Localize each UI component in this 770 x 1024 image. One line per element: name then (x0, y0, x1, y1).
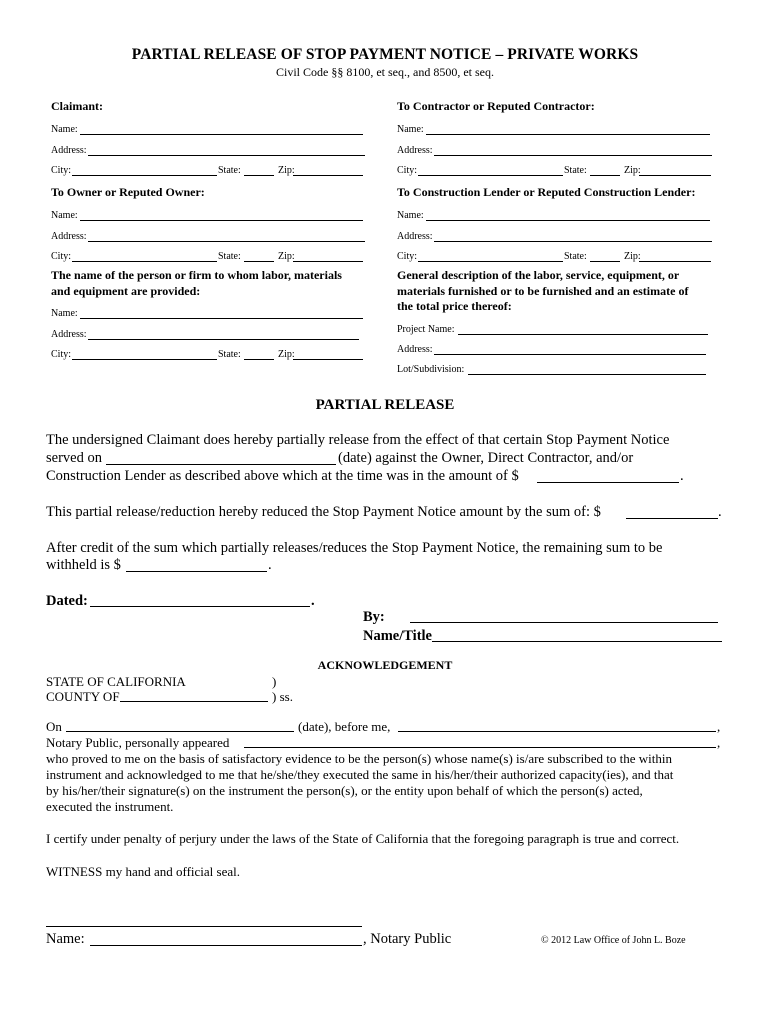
county-field[interactable] (120, 688, 268, 702)
contractor-city-label: City: (397, 165, 418, 176)
owner-state-field[interactable] (244, 247, 274, 262)
contractor-zip-field[interactable] (639, 161, 711, 176)
release-para1-period: . (680, 468, 684, 484)
release-para2-period: . (718, 504, 722, 520)
contractor-address-label: Address: (397, 145, 433, 156)
project-name-label: Project Name: (397, 324, 455, 335)
claimant-city-label: City: (51, 165, 72, 176)
lender-name-field[interactable] (426, 206, 710, 221)
claimant-zip-label: Zip: (278, 165, 295, 176)
copyright-notice: © 2012 Law Office of John L. Boze (541, 935, 686, 946)
owner-zip-field[interactable] (293, 247, 363, 262)
owner-state-label: State: (218, 251, 241, 262)
owner-address-field[interactable] (88, 227, 365, 242)
ack-text-line4: executed the instrument. (46, 799, 174, 814)
release-para1-served-on: served on (46, 450, 102, 466)
contractor-state-label: State: (564, 165, 587, 176)
lender-state-field[interactable] (590, 247, 620, 262)
by-label: By: (363, 609, 385, 625)
lender-city-field[interactable] (418, 247, 563, 262)
claimant-city-field[interactable] (72, 161, 217, 176)
owner-city-field[interactable] (72, 247, 217, 262)
lender-address-field[interactable] (434, 227, 712, 242)
person-name-label: Name: (51, 308, 78, 319)
person-zip-label: Zip: (278, 349, 295, 360)
claimant-address-label: Address: (51, 145, 87, 156)
notary-name-label: Name: (46, 931, 85, 947)
release-para1-against: (date) against the Owner, Direct Contractor, and/or (338, 450, 634, 466)
description-heading-line3: the total price thereof: (397, 299, 512, 313)
state-paren: ) (272, 674, 277, 689)
partial-release-heading: PARTIAL RELEASE (315, 397, 455, 413)
person-state-field[interactable] (244, 345, 274, 360)
dated-field[interactable] (90, 591, 310, 607)
certify-text: I certify under penalty of perjury under the laws of the State of California that the foregoing paragraph is true and correct. (46, 831, 680, 846)
owner-city-label: City: (51, 251, 72, 262)
ack-text-line2: instrument and acknowledged to me that he/she/they executed the same in his/her/their authorized capacity(ies), and that (46, 767, 674, 782)
owner-address-label: Address: (51, 231, 87, 242)
served-on-date-field[interactable] (106, 449, 336, 465)
project-name-field[interactable] (458, 320, 708, 335)
release-para1-line3: Construction Lender as described above which at the time was in the amount of $ (46, 468, 519, 484)
lot-field[interactable] (468, 360, 706, 375)
contractor-city-field[interactable] (418, 161, 563, 176)
release-para3-withheld: withheld is $ (46, 557, 121, 573)
contractor-name-label: Name: (397, 124, 424, 135)
notary-name-field[interactable] (398, 718, 716, 732)
owner-name-field[interactable] (80, 206, 363, 221)
date-before-me: (date), before me, (298, 719, 391, 734)
claimant-zip-field[interactable] (293, 161, 363, 176)
person-name-field[interactable] (80, 304, 363, 319)
owner-zip-label: Zip: (278, 251, 295, 262)
original-amount-field[interactable] (537, 467, 679, 483)
lender-name-label: Name: (397, 210, 424, 221)
contractor-name-field[interactable] (426, 120, 710, 135)
person-firm-heading-line2: and equipment are provided: (51, 284, 201, 298)
ack-text-line3: by his/her/their signature(s) on the instrument the person(s), or the entity upon behalf of which the person(s) acted, (46, 783, 643, 798)
on-comma: , (717, 719, 721, 734)
claimant-name-field[interactable] (80, 120, 363, 135)
name-title-label: Name/Title (363, 628, 432, 644)
owner-name-label: Name: (51, 210, 78, 221)
person-address-label: Address: (51, 329, 87, 340)
county-of-label: COUNTY OF (46, 689, 120, 704)
project-address-label: Address: (397, 344, 433, 355)
appeared-comma: , (717, 735, 721, 750)
lender-heading: To Construction Lender or Reputed Construction Lender: (397, 185, 696, 199)
person-city-field[interactable] (72, 345, 217, 360)
dated-period: . (311, 593, 315, 609)
notary-printed-name-field[interactable] (90, 930, 362, 946)
person-firm-heading-line1: The name of the person or firm to whom labor, materials (51, 268, 342, 282)
lender-zip-field[interactable] (639, 247, 711, 262)
by-signature-field[interactable] (410, 607, 718, 623)
release-para3-period: . (268, 557, 272, 573)
contractor-heading: To Contractor or Reputed Contractor: (397, 99, 595, 113)
claimant-address-field[interactable] (88, 141, 365, 156)
contractor-zip-label: Zip: (624, 165, 641, 176)
lender-zip-label: Zip: (624, 251, 641, 262)
owner-heading: To Owner or Reputed Owner: (51, 185, 205, 199)
lender-city-label: City: (397, 251, 418, 262)
form-subtitle: Civil Code §§ 8100, et seq., and 8500, et seq. (276, 65, 494, 79)
person-state-label: State: (218, 349, 241, 360)
ack-text-line1: who proved to me on the basis of satisfactory evidence to be the person(s) whose name(s) is/are subscribed to the within (46, 751, 672, 766)
state-of-california: STATE OF CALIFORNIA (46, 674, 186, 689)
appeared-person-field[interactable] (244, 734, 716, 748)
release-para1-line1: The undersigned Claimant does hereby partially release from the effect of that certain Stop Payment Notice (46, 432, 670, 448)
description-heading-line1: General description of the labor, service, equipment, or (397, 268, 680, 282)
reduction-amount-field[interactable] (626, 503, 718, 519)
claimant-heading: Claimant: (51, 99, 103, 113)
person-address-field[interactable] (88, 325, 359, 340)
person-city-label: City: (51, 349, 72, 360)
acknowledgement-heading: ACKNOWLEDGEMENT (317, 658, 453, 672)
dated-label: Dated: (46, 593, 88, 609)
description-heading-line2: materials furnished or to be furnished and an estimate of (397, 284, 689, 298)
project-address-field[interactable] (434, 340, 706, 355)
ack-date-field[interactable] (66, 718, 294, 732)
notary-signature-field[interactable] (46, 913, 362, 927)
lender-state-label: State: (564, 251, 587, 262)
county-ss: ) ss. (272, 689, 293, 704)
claimant-state-field[interactable] (244, 161, 274, 176)
remaining-amount-field[interactable] (126, 556, 267, 572)
release-para3-line1: After credit of the sum which partially releases/reduces the Stop Payment Notice, the remaining sum to be (46, 540, 663, 556)
witness-text: WITNESS my hand and official seal. (46, 864, 240, 879)
name-title-field[interactable] (432, 626, 722, 642)
form-title: PARTIAL RELEASE OF STOP PAYMENT NOTICE – PRIVATE WORKS (131, 46, 639, 63)
person-zip-field[interactable] (293, 345, 363, 360)
claimant-name-label: Name: (51, 124, 78, 135)
release-para2: This partial release/reduction hereby reduced the Stop Payment Notice amount by the sum of: $ (46, 504, 601, 520)
contractor-address-field[interactable] (434, 141, 712, 156)
lot-label: Lot/Subdivision: (397, 364, 465, 375)
claimant-state-label: State: (218, 165, 241, 176)
on-label: On (46, 719, 62, 734)
notary-appeared-label: Notary Public, personally appeared (46, 735, 230, 750)
lender-address-label: Address: (397, 231, 433, 242)
contractor-state-field[interactable] (590, 161, 620, 176)
notary-public-label: , Notary Public (363, 931, 452, 947)
